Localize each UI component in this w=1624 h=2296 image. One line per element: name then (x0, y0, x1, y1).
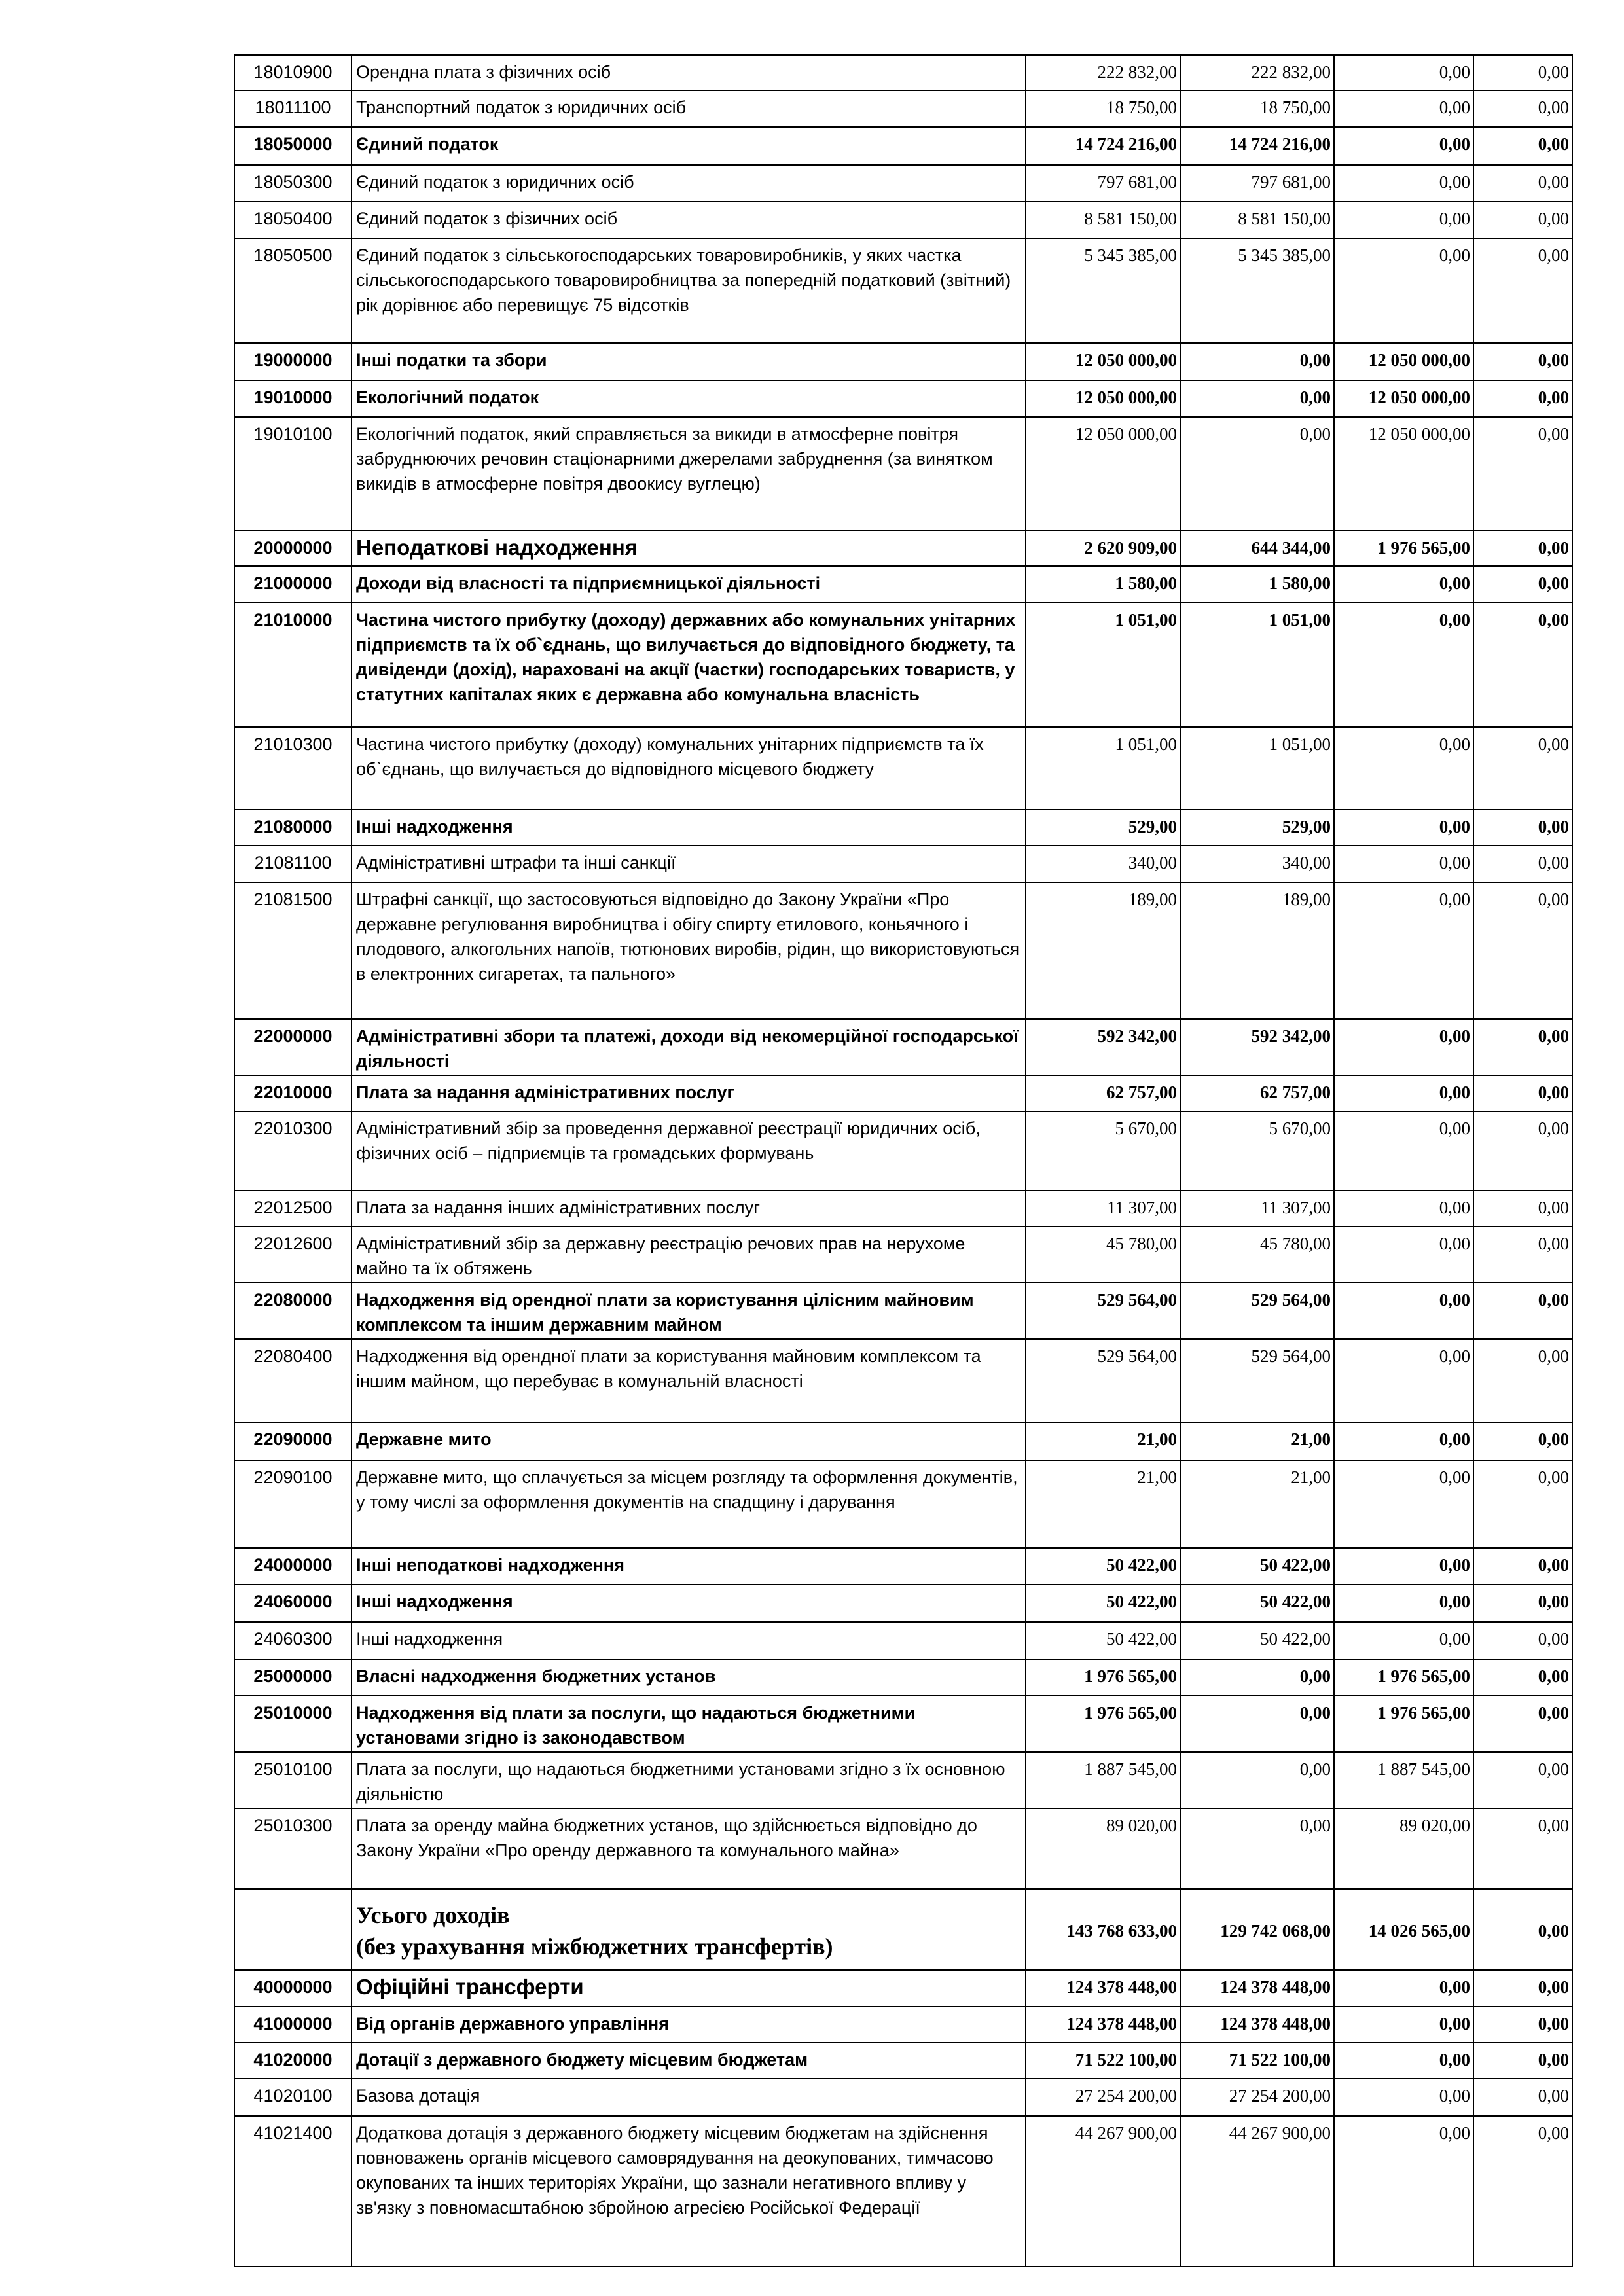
name-cell: Плата за надання інших адміністративних послуг (352, 1191, 1026, 1227)
development-budget-cell: 0,00 (1473, 1075, 1572, 1111)
general-fund-cell: 124 378 448,00 (1180, 2007, 1334, 2043)
code-cell: 18011100 (234, 90, 352, 127)
development-budget-cell: 0,00 (1473, 1622, 1572, 1659)
development-budget-cell: 0,00 (1473, 1283, 1572, 1339)
development-budget-cell: 0,00 (1473, 1585, 1572, 1622)
total-amount-cell: 45 780,00 (1026, 1227, 1180, 1283)
table-row (234, 238, 1572, 343)
total-amount-cell: 62 757,00 (1026, 1075, 1180, 1111)
total-amount-cell: 1 051,00 (1026, 727, 1180, 810)
name-cell: Орендна плата з фізичних осіб (352, 55, 1026, 90)
table-row (234, 1622, 1572, 1659)
special-fund-cell: 14 026 565,00 (1334, 1889, 1473, 1970)
name-cell: Інші надходження (352, 1622, 1026, 1659)
special-fund-cell: 0,00 (1334, 1227, 1473, 1283)
general-fund-cell: 0,00 (1180, 380, 1334, 417)
general-fund-cell: 1 051,00 (1180, 727, 1334, 810)
development-budget-cell: 0,00 (1473, 882, 1572, 1019)
development-budget-cell: 0,00 (1473, 2007, 1572, 2043)
development-budget-cell: 0,00 (1473, 1191, 1572, 1227)
special-fund-cell: 0,00 (1334, 1422, 1473, 1460)
total-amount-cell: 50 422,00 (1026, 1622, 1180, 1659)
development-budget-cell: 0,00 (1473, 810, 1572, 846)
general-fund-cell: 0,00 (1180, 1808, 1334, 1889)
name-cell: Офіційні трансферти (352, 1970, 1026, 2007)
special-fund-cell: 0,00 (1334, 1191, 1473, 1227)
code-cell: 22000000 (234, 1019, 352, 1075)
total-amount-cell: 44 267 900,00 (1026, 2116, 1180, 2267)
name-cell: Надходження від орендної плати за користування майновим комплексом та іншим майном, що перебуває в комунальній власності (352, 1339, 1026, 1422)
table-row (234, 1752, 1572, 1808)
special-fund-cell: 0,00 (1334, 810, 1473, 846)
name-cell: Єдиний податок з фізичних осіб (352, 202, 1026, 238)
name-cell: Інші надходження (352, 1585, 1026, 1622)
code-cell: 18050500 (234, 238, 352, 343)
code-cell: 21081500 (234, 882, 352, 1019)
development-budget-cell: 0,00 (1473, 380, 1572, 417)
table-row (234, 1460, 1572, 1548)
name-cell: Державне мито, що сплачується за місцем розгляду та оформлення документів, у тому числі за оформлення документів на спадщину і дарування (352, 1460, 1026, 1548)
special-fund-cell: 12 050 000,00 (1334, 343, 1473, 380)
code-cell: 24060300 (234, 1622, 352, 1659)
special-fund-cell: 0,00 (1334, 127, 1473, 165)
special-fund-cell: 0,00 (1334, 1970, 1473, 2007)
code-cell: 21080000 (234, 810, 352, 846)
total-amount-cell: 50 422,00 (1026, 1548, 1180, 1585)
code-cell: 21010300 (234, 727, 352, 810)
name-cell: Адміністративний збір за проведення державної реєстрації юридичних осіб, фізичних осіб – підприємців та громадських формувань (352, 1111, 1026, 1191)
table-row (234, 1548, 1572, 1585)
total-amount-cell: 12 050 000,00 (1026, 343, 1180, 380)
development-budget-cell: 0,00 (1473, 238, 1572, 343)
total-amount-cell: 143 768 633,00 (1026, 1889, 1180, 1970)
code-cell: 22010000 (234, 1075, 352, 1111)
special-fund-cell: 0,00 (1334, 603, 1473, 727)
name-cell: Інші податки та збори (352, 343, 1026, 380)
table-row (234, 1696, 1572, 1752)
name-cell: Інші неподаткові надходження (352, 1548, 1026, 1585)
table-row (234, 90, 1572, 127)
table-row (234, 343, 1572, 380)
table-row (234, 1808, 1572, 1889)
special-fund-cell: 0,00 (1334, 1111, 1473, 1191)
special-fund-cell: 0,00 (1334, 727, 1473, 810)
development-budget-cell: 0,00 (1473, 417, 1572, 531)
development-budget-cell: 0,00 (1473, 1227, 1572, 1283)
special-fund-cell: 1 887 545,00 (1334, 1752, 1473, 1808)
table-row (234, 1283, 1572, 1339)
special-fund-cell: 12 050 000,00 (1334, 380, 1473, 417)
total-amount-cell: 27 254 200,00 (1026, 2079, 1180, 2116)
total-amount-cell: 1 976 565,00 (1026, 1659, 1180, 1696)
code-cell: 41020000 (234, 2043, 352, 2079)
table-row (234, 1227, 1572, 1283)
code-cell: 18010900 (234, 55, 352, 90)
code-cell: 41021400 (234, 2116, 352, 2267)
name-cell: Екологічний податок (352, 380, 1026, 417)
total-amount-cell: 797 681,00 (1026, 165, 1180, 202)
table-row (234, 1659, 1572, 1696)
special-fund-cell: 0,00 (1334, 1283, 1473, 1339)
special-fund-cell: 0,00 (1334, 238, 1473, 343)
total-amount-cell: 1 976 565,00 (1026, 1696, 1180, 1752)
table-row (234, 882, 1572, 1019)
table-row (234, 1422, 1572, 1460)
special-fund-cell: 1 976 565,00 (1334, 1659, 1473, 1696)
development-budget-cell: 0,00 (1473, 1808, 1572, 1889)
general-fund-cell: 14 724 216,00 (1180, 127, 1334, 165)
total-amount-cell: 71 522 100,00 (1026, 2043, 1180, 2079)
name-cell: Штрафні санкції, що застосовуються відповідно до Закону України «Про державне регулювання виробництва і обігу спирту етилового, коньячного і плодового, алкогольних напоїв, тютюнових виробів, рідин, що використовуються в електронних сигаретах, та пального» (352, 882, 1026, 1019)
total-amount-cell: 21,00 (1026, 1422, 1180, 1460)
general-fund-cell: 529,00 (1180, 810, 1334, 846)
table-row (234, 2079, 1572, 2116)
total-amount-cell: 1 887 545,00 (1026, 1752, 1180, 1808)
general-fund-cell: 50 422,00 (1180, 1622, 1334, 1659)
table-row (234, 202, 1572, 238)
table-row (234, 380, 1572, 417)
name-cell: Адміністративні збори та платежі, доходи від некомерційної господарської діяльності (352, 1019, 1026, 1075)
table-row (234, 1889, 1572, 1970)
code-cell: 18050000 (234, 127, 352, 165)
code-cell: 21000000 (234, 566, 352, 603)
general-fund-cell: 5 345 385,00 (1180, 238, 1334, 343)
total-amount-cell: 124 378 448,00 (1026, 2007, 1180, 2043)
name-cell: Інші надходження (352, 810, 1026, 846)
general-fund-cell: 50 422,00 (1180, 1585, 1334, 1622)
table-row (234, 1075, 1572, 1111)
special-fund-cell: 0,00 (1334, 846, 1473, 882)
development-budget-cell: 0,00 (1473, 127, 1572, 165)
code-cell: 21081100 (234, 846, 352, 882)
total-amount-cell: 14 724 216,00 (1026, 127, 1180, 165)
code-cell: 22090000 (234, 1422, 352, 1460)
development-budget-cell: 0,00 (1473, 1019, 1572, 1075)
general-fund-cell: 189,00 (1180, 882, 1334, 1019)
total-amount-cell: 2 620 909,00 (1026, 531, 1180, 566)
general-fund-cell: 340,00 (1180, 846, 1334, 882)
name-cell: Доходи від власності та підприємницької діяльності (352, 566, 1026, 603)
special-fund-cell: 0,00 (1334, 202, 1473, 238)
name-cell: Додаткова дотація з державного бюджету місцевим бюджетам на здійснення повноважень органів місцевого самоврядування на деокупованих, тимчасово окупованих та інших територіях України, що зазнали негативного впливу у зв'язку з повномасштабною збройною агресією Російської Федерації (352, 2116, 1026, 2267)
special-fund-cell: 0,00 (1334, 90, 1473, 127)
total-amount-cell: 89 020,00 (1026, 1808, 1180, 1889)
table-row (234, 566, 1572, 603)
name-cell: Надходження від орендної плати за користування цілісним майновим комплексом та іншим державним майном (352, 1283, 1026, 1339)
general-fund-cell: 21,00 (1180, 1422, 1334, 1460)
code-cell: 24000000 (234, 1548, 352, 1585)
development-budget-cell: 0,00 (1473, 1422, 1572, 1460)
name-cell: Транспортний податок з юридичних осіб (352, 90, 1026, 127)
special-fund-cell: 0,00 (1334, 1585, 1473, 1622)
general-fund-cell: 0,00 (1180, 343, 1334, 380)
code-cell: 22012500 (234, 1191, 352, 1227)
name-cell: Частина чистого прибутку (доходу) комунальних унітарних підприємств та їх об`єднань, що вилучається до відповідного місцевого бюджету (352, 727, 1026, 810)
revenue-table (234, 54, 1573, 2267)
total-amount-cell: 592 342,00 (1026, 1019, 1180, 1075)
special-fund-cell: 0,00 (1334, 2079, 1473, 2116)
name-cell: Плата за надання адміністративних послуг (352, 1075, 1026, 1111)
table-row (234, 2007, 1572, 2043)
special-fund-cell: 0,00 (1334, 1075, 1473, 1111)
code-cell: 19010000 (234, 380, 352, 417)
special-fund-cell: 0,00 (1334, 1548, 1473, 1585)
special-fund-cell: 0,00 (1334, 882, 1473, 1019)
special-fund-cell: 0,00 (1334, 165, 1473, 202)
general-fund-cell: 529 564,00 (1180, 1283, 1334, 1339)
special-fund-cell: 0,00 (1334, 566, 1473, 603)
total-amount-cell: 124 378 448,00 (1026, 1970, 1180, 2007)
special-fund-cell: 0,00 (1334, 2043, 1473, 2079)
development-budget-cell: 0,00 (1473, 2043, 1572, 2079)
general-fund-cell: 222 832,00 (1180, 55, 1334, 90)
development-budget-cell: 0,00 (1473, 1111, 1572, 1191)
development-budget-cell: 0,00 (1473, 566, 1572, 603)
code-cell: 19010100 (234, 417, 352, 531)
total-amount-cell: 189,00 (1026, 882, 1180, 1019)
table-row (234, 1111, 1572, 1191)
code-cell: 41000000 (234, 2007, 352, 2043)
development-budget-cell: 0,00 (1473, 202, 1572, 238)
total-amount-cell: 21,00 (1026, 1460, 1180, 1548)
name-cell: Плата за послуги, що надаються бюджетними установами згідно з їх основною діяльністю (352, 1752, 1026, 1808)
code-cell: 18050300 (234, 165, 352, 202)
development-budget-cell: 0,00 (1473, 1339, 1572, 1422)
general-fund-cell: 5 670,00 (1180, 1111, 1334, 1191)
general-fund-cell: 0,00 (1180, 1659, 1334, 1696)
development-budget-cell: 0,00 (1473, 2116, 1572, 2267)
code-cell: 21010000 (234, 603, 352, 727)
name-cell: Державне мито (352, 1422, 1026, 1460)
revenue-table-body (234, 55, 1572, 2267)
general-fund-cell: 50 422,00 (1180, 1548, 1334, 1585)
development-budget-cell: 0,00 (1473, 1752, 1572, 1808)
table-row (234, 1191, 1572, 1227)
general-fund-cell: 45 780,00 (1180, 1227, 1334, 1283)
name-cell: Власні надходження бюджетних установ (352, 1659, 1026, 1696)
name-cell: Адміністративні штрафи та інші санкції (352, 846, 1026, 882)
total-amount-cell: 340,00 (1026, 846, 1180, 882)
special-fund-cell: 0,00 (1334, 1460, 1473, 1548)
table-row (234, 55, 1572, 90)
development-budget-cell: 0,00 (1473, 1889, 1572, 1970)
table-row (234, 846, 1572, 882)
name-cell: Плата за оренду майна бюджетних установ, що здійснюється відповідно до Закону України «Про оренду державного та комунального майна» (352, 1808, 1026, 1889)
code-cell: 18050400 (234, 202, 352, 238)
special-fund-cell: 1 976 565,00 (1334, 531, 1473, 566)
table-row (234, 1339, 1572, 1422)
general-fund-cell: 644 344,00 (1180, 531, 1334, 566)
general-fund-cell: 529 564,00 (1180, 1339, 1334, 1422)
general-fund-cell: 8 581 150,00 (1180, 202, 1334, 238)
total-amount-cell: 18 750,00 (1026, 90, 1180, 127)
special-fund-cell: 1 976 565,00 (1334, 1696, 1473, 1752)
general-fund-cell: 27 254 200,00 (1180, 2079, 1334, 2116)
general-fund-cell: 21,00 (1180, 1460, 1334, 1548)
code-cell: 19000000 (234, 343, 352, 380)
special-fund-cell: 0,00 (1334, 1019, 1473, 1075)
total-amount-cell: 12 050 000,00 (1026, 417, 1180, 531)
general-fund-cell: 0,00 (1180, 1696, 1334, 1752)
code-cell: 24060000 (234, 1585, 352, 1622)
table-row (234, 417, 1572, 531)
total-amount-cell: 5 345 385,00 (1026, 238, 1180, 343)
special-fund-cell: 0,00 (1334, 2116, 1473, 2267)
name-cell: Екологічний податок, який справляється за викиди в атмосферне повітря забруднюючих речовин стаціонарними джерелами забруднення (за винятком викидів в атмосферне повітря двоокису вуглецю) (352, 417, 1026, 531)
general-fund-cell: 1 580,00 (1180, 566, 1334, 603)
name-cell: Єдиний податок (352, 127, 1026, 165)
general-fund-cell: 1 051,00 (1180, 603, 1334, 727)
total-amount-cell: 222 832,00 (1026, 55, 1180, 90)
special-fund-cell: 12 050 000,00 (1334, 417, 1473, 531)
code-cell: 25010300 (234, 1808, 352, 1889)
total-amount-cell: 529,00 (1026, 810, 1180, 846)
code-cell: 25010000 (234, 1696, 352, 1752)
code-cell: 22080400 (234, 1339, 352, 1422)
special-fund-cell: 0,00 (1334, 1622, 1473, 1659)
general-fund-cell: 44 267 900,00 (1180, 2116, 1334, 2267)
name-cell: Єдиний податок з сільськогосподарських товаровиробників, у яких частка сільськогосподарського товаровиробництва за попередній податковий (звітний) рік дорівнює або перевищує 75 відсотків (352, 238, 1026, 343)
special-fund-cell: 89 020,00 (1334, 1808, 1473, 1889)
development-budget-cell: 0,00 (1473, 846, 1572, 882)
table-row (234, 165, 1572, 202)
total-amount-cell: 529 564,00 (1026, 1339, 1180, 1422)
table-row (234, 810, 1572, 846)
development-budget-cell: 0,00 (1473, 1548, 1572, 1585)
general-fund-cell: 71 522 100,00 (1180, 2043, 1334, 2079)
total-amount-cell: 11 307,00 (1026, 1191, 1180, 1227)
development-budget-cell: 0,00 (1473, 1659, 1572, 1696)
name-cell: Єдиний податок з юридичних осіб (352, 165, 1026, 202)
general-fund-cell: 0,00 (1180, 1752, 1334, 1808)
development-budget-cell: 0,00 (1473, 165, 1572, 202)
total-amount-cell: 5 670,00 (1026, 1111, 1180, 1191)
total-amount-cell: 50 422,00 (1026, 1585, 1180, 1622)
development-budget-cell: 0,00 (1473, 90, 1572, 127)
total-amount-cell: 12 050 000,00 (1026, 380, 1180, 417)
table-row (234, 603, 1572, 727)
special-fund-cell: 0,00 (1334, 55, 1473, 90)
development-budget-cell: 0,00 (1473, 1460, 1572, 1548)
code-cell: 25010100 (234, 1752, 352, 1808)
code-cell: 20000000 (234, 531, 352, 566)
name-cell: Надходження від плати за послуги, що надаються бюджетними установами згідно із законодавством (352, 1696, 1026, 1752)
code-cell: 22012600 (234, 1227, 352, 1283)
total-amount-cell: 1 580,00 (1026, 566, 1180, 603)
general-fund-cell: 129 742 068,00 (1180, 1889, 1334, 1970)
code-cell: 40000000 (234, 1970, 352, 2007)
code-cell: 22010300 (234, 1111, 352, 1191)
special-fund-cell: 0,00 (1334, 1339, 1473, 1422)
table-row (234, 2116, 1572, 2267)
development-budget-cell: 0,00 (1473, 2079, 1572, 2116)
name-cell: Від органів державного управління (352, 2007, 1026, 2043)
general-fund-cell: 124 378 448,00 (1180, 1970, 1334, 2007)
total-amount-cell: 529 564,00 (1026, 1283, 1180, 1339)
name-cell: Усього доходів (без урахування міжбюджетних трансфертів) (352, 1889, 1026, 1970)
table-row (234, 1019, 1572, 1075)
development-budget-cell: 0,00 (1473, 727, 1572, 810)
name-cell: Адміністративний збір за державну реєстрацію речових прав на нерухоме майно та їх обтяжень (352, 1227, 1026, 1283)
code-cell (234, 1889, 352, 1970)
table-row (234, 727, 1572, 810)
total-amount-cell: 1 051,00 (1026, 603, 1180, 727)
code-cell: 22080000 (234, 1283, 352, 1339)
table-row (234, 2043, 1572, 2079)
general-fund-cell: 797 681,00 (1180, 165, 1334, 202)
development-budget-cell: 0,00 (1473, 343, 1572, 380)
code-cell: 41020100 (234, 2079, 352, 2116)
total-amount-cell: 8 581 150,00 (1026, 202, 1180, 238)
development-budget-cell: 0,00 (1473, 1970, 1572, 2007)
table-row (234, 127, 1572, 165)
name-cell: Неподаткові надходження (352, 531, 1026, 566)
general-fund-cell: 592 342,00 (1180, 1019, 1334, 1075)
name-cell: Дотації з державного бюджету місцевим бюджетам (352, 2043, 1026, 2079)
general-fund-cell: 11 307,00 (1180, 1191, 1334, 1227)
general-fund-cell: 18 750,00 (1180, 90, 1334, 127)
code-cell: 25000000 (234, 1659, 352, 1696)
development-budget-cell: 0,00 (1473, 55, 1572, 90)
general-fund-cell: 0,00 (1180, 417, 1334, 531)
name-cell: Частина чистого прибутку (доходу) державних або комунальних унітарних підприємств та їх об`єднань, що вилучається до відповідного бюджету, та дивіденди (дохід), нараховані на акції (частки) господарських товариств, у статутних капіталах яких є державна або комунальна власність (352, 603, 1026, 727)
name-cell: Базова дотація (352, 2079, 1026, 2116)
general-fund-cell: 62 757,00 (1180, 1075, 1334, 1111)
table-row (234, 531, 1572, 566)
development-budget-cell: 0,00 (1473, 531, 1572, 566)
code-cell: 22090100 (234, 1460, 352, 1548)
table-row (234, 1970, 1572, 2007)
development-budget-cell: 0,00 (1473, 1696, 1572, 1752)
special-fund-cell: 0,00 (1334, 2007, 1473, 2043)
table-row (234, 1585, 1572, 1622)
development-budget-cell: 0,00 (1473, 603, 1572, 727)
